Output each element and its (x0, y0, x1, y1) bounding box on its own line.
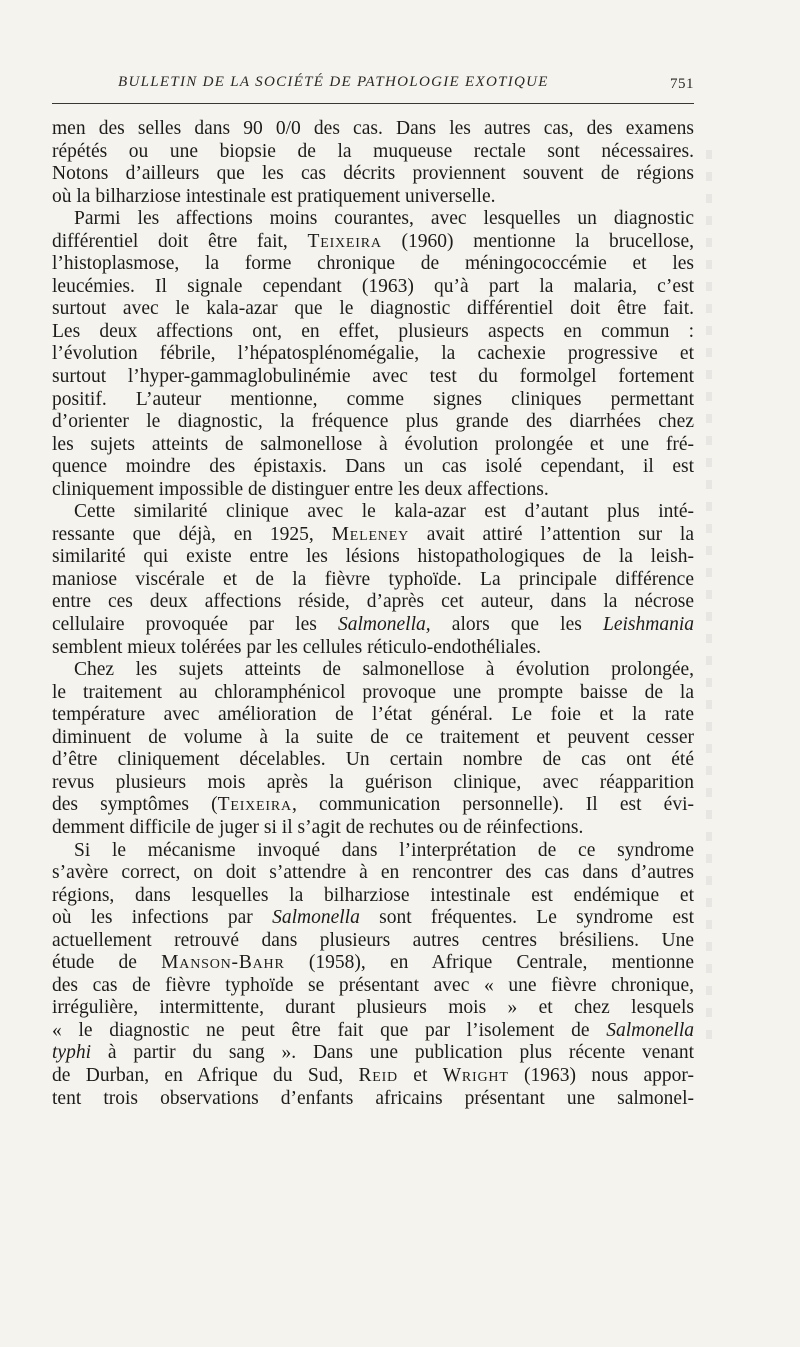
text-line: des cas de fièvre typhoïde se présentant avec « une fièvre chronique, (52, 974, 694, 996)
text-line: diminuent de volume à la suite de ce traitement et peuvent cesser (52, 726, 694, 748)
text-line: « le diagnostic ne peut être fait que par l’isolement de Salmonella (52, 1019, 694, 1041)
text-line: revus plusieurs mois après la guérison clinique, avec réapparition (52, 771, 694, 793)
text-line: entre ces deux affections réside, d’après cet auteur, dans la nécrose (52, 591, 694, 613)
genus-name: Salmonella, (338, 614, 431, 636)
running-header (52, 74, 694, 100)
author-name: Reid (358, 1064, 398, 1086)
text-line: où les infections par Salmonella sont fréquentes. Le syndrome est (52, 907, 694, 929)
text-line: Parmi les affections moins courantes, avec lesquelles un diagnostic (74, 208, 694, 230)
text-line: positif. L’auteur mentionne, comme signes cliniques permettant (52, 388, 694, 410)
text-line: température avec amélioration de l’état général. Le foie et la rate (52, 704, 694, 726)
author-name: Wright (442, 1064, 509, 1086)
text-line: régions, dans lesquelles la bilharziose intestinale est endémique et (52, 884, 694, 906)
text-line: irrégulière, intermittente, durant plusieurs mois » et chez lesquels (52, 997, 694, 1019)
text-line: Si le mécanisme invoqué dans l’interprétation de ce syndrome (74, 839, 694, 861)
text-line: des symptômes (Teixeira, communication personnelle). Il est évi- (52, 794, 694, 816)
text-line: d’orienter le diagnostic, la fréquence plus grande des diarrhées chez (52, 411, 694, 433)
header-rule (52, 103, 694, 104)
text-line: l’histoplasmose, la forme chronique de méningococcémie et les (52, 253, 694, 275)
text-line: men des selles dans 90 0/0 des cas. Dans les autres cas, des examens (52, 118, 694, 139)
author-name: Teixeira (307, 230, 382, 252)
text-line: de Durban, en Afrique du Sud, Reid et Wright (1963) nous appor- (52, 1064, 694, 1086)
page-number: 751 (670, 76, 694, 92)
text-line: répétés ou une biopsie de la muqueuse rectale sont nécessaires. (52, 140, 694, 162)
text-line: surtout avec le kala-azar que le diagnostic différentiel doit être fait. (52, 298, 694, 320)
show-through-bleed (706, 150, 712, 1050)
journal-title: BULLETIN DE LA SOCIÉTÉ DE PATHOLOGIE EXOTIQUE (118, 74, 549, 90)
genus-name: Leishmania (602, 614, 694, 636)
text-line: Les deux affections ont, en effet, plusieurs aspects en commun : (52, 320, 694, 342)
text-line: Chez les sujets atteints de salmonellose à évolution prolongée, (74, 659, 694, 681)
text-line: Notons d’ailleurs que les cas décrits proviennent souvent de régions (52, 163, 694, 185)
author-name: Manson-Bahr (161, 952, 285, 974)
text-line: où la bilharziose intestinale est pratiquement universelle. (52, 185, 496, 207)
text-line: étude de Manson-Bahr (1958), en Afrique Centrale, mentionne (52, 952, 694, 974)
text-line: maniose viscérale et de la fièvre typhoïde. La principale différence (52, 568, 694, 590)
text-line: leucémies. Il signale cependant (1963) qu’à part la malaria, c’est (52, 275, 694, 297)
text-line: typhi à partir du sang ». Dans une publication plus récente venant (52, 1042, 694, 1064)
text-line: d’être cliniquement décelables. Un certain nombre de cas ont été (52, 749, 694, 771)
genus-name: Salmonella (606, 1019, 694, 1041)
genus-name: Salmonella (272, 907, 360, 929)
text-line: différentiel doit être fait, Teixeira (1960) mentionne la brucellose, (52, 230, 694, 252)
text-line: demment difficile de juger si il s’agit de rechutes ou de réinfections. (52, 816, 584, 838)
text-line: semblent mieux tolérées par les cellules réticulo-endothéliales. (52, 636, 541, 658)
text-line: surtout l’hyper-gammaglobulinémie avec test du formolgel fortement (52, 366, 694, 388)
text-line: Cette similarité clinique avec le kala-azar est d’autant plus inté- (74, 501, 694, 523)
text-line: ressante que déjà, en 1925, Meleney avait attiré l’attention sur la (52, 523, 694, 545)
author-name: Meleney (331, 523, 409, 545)
text-line: les sujets atteints de salmonellose à évolution prolongée et une fré- (52, 433, 694, 455)
text-line: tent trois observations d’enfants africains présentant une salmonel- (52, 1087, 694, 1109)
text-line: similarité qui existe entre les lésions histopathologiques de la leish- (52, 546, 694, 568)
text-line: cliniquement impossible de distinguer entre les deux affections. (52, 478, 549, 500)
species-name: typhi (52, 1042, 91, 1064)
text-line: cellulaire provoquée par les Salmonella, alors que les Leishmania (52, 614, 694, 636)
author-name: Teixeira (217, 794, 292, 816)
text-line: l’évolution fébrile, l’hépatosplénomégalie, la cachexie progressive et (52, 343, 694, 365)
text-line: s’avère correct, on doit s’attendre à en rencontrer des cas dans d’autres (52, 862, 694, 884)
text-line: le traitement au chloramphénicol provoque une prompte baisse de la (52, 681, 694, 703)
body-text (52, 118, 694, 1110)
text-line: actuellement retrouvé dans plusieurs autres centres brésiliens. Une (52, 929, 694, 951)
text-line: quence moindre des épistaxis. Dans un cas isolé cependant, il est (52, 456, 694, 478)
